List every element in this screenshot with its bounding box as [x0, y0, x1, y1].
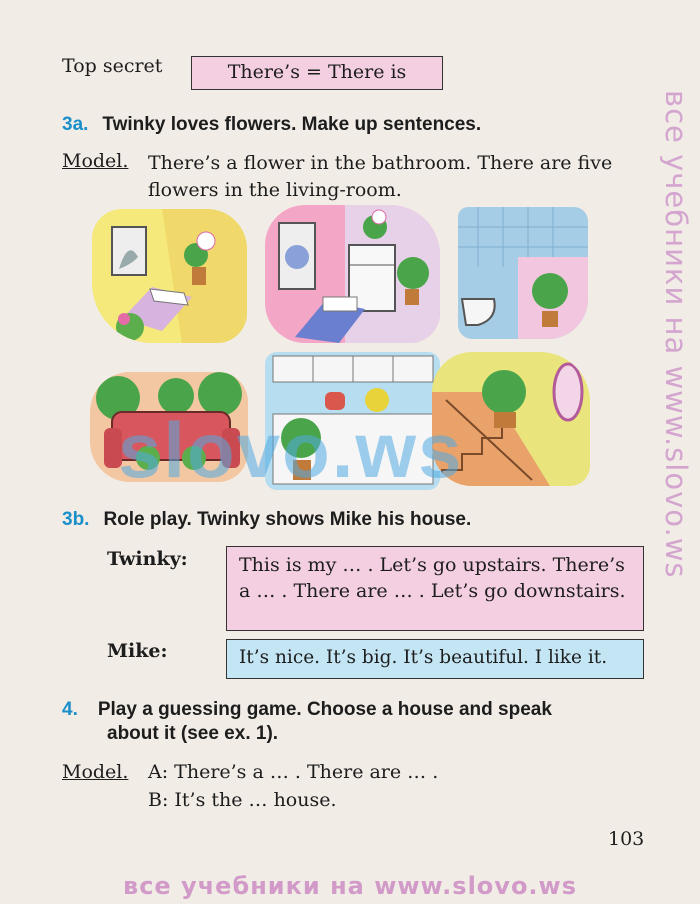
top-secret-label: Top secret — [62, 55, 163, 77]
speaker-twinky: Twinky: — [107, 548, 188, 570]
footer-watermark: все учебники на www.slovo.ws — [123, 872, 577, 900]
model-text: There’s a flower in the bathroom. There are five flowers in the living-room. — [148, 152, 613, 201]
model-line-b: B: It’s the … house. — [148, 789, 337, 811]
exercise-number: 3b. — [62, 509, 90, 530]
bathroom-illustration — [458, 207, 588, 339]
exercise-title: Twinky loves flowers. Make up sentences. — [102, 114, 482, 135]
speaker-mike: Mike: — [107, 640, 168, 662]
side-watermark: все учебники на www.slovo.ws — [659, 90, 693, 579]
kitchen-illustration — [265, 205, 440, 343]
top-secret-rule-box: There’s = There is — [191, 56, 443, 90]
exercise-3b-heading — [62, 509, 471, 531]
page-number: 103 — [608, 828, 645, 850]
exercise-title-continued: about it (see ex. 1). — [107, 723, 279, 744]
exercise-title: Role play. Twinky shows Mike his house. — [103, 509, 472, 530]
bedroom-illustration — [92, 209, 247, 343]
exercise-3a-heading — [62, 114, 481, 136]
exercise-number: 4. — [62, 699, 78, 720]
exercise-number: 3a. — [62, 114, 89, 135]
model-line-a: A: There’s a … . There are … . — [148, 761, 439, 783]
model-label: Model. — [62, 150, 129, 172]
center-watermark: slovo.ws — [118, 406, 464, 494]
twinky-speech-box: This is my … . Let’s go upstairs. There’s a … . There are … . Let’s go downstairs. — [226, 546, 644, 631]
mike-speech-box: It’s nice. It’s big. It’s beautiful. I like it. — [226, 639, 644, 679]
exercise-title: Play a guessing game. Choose a house and speak — [97, 699, 552, 720]
exercise-4-heading — [62, 696, 652, 723]
model-label: Model. — [62, 761, 129, 783]
